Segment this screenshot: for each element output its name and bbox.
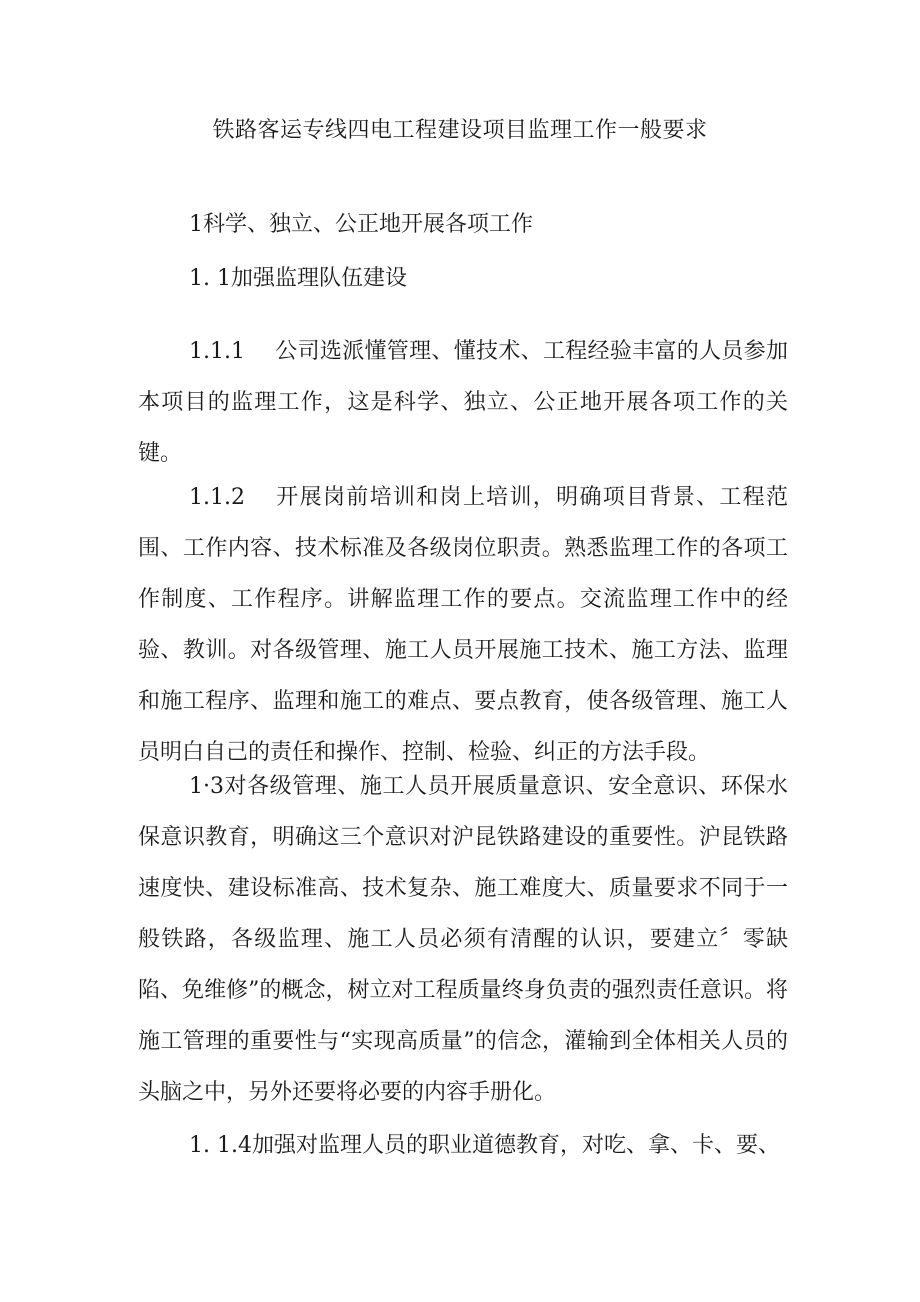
paragraph-number: 1.1.1: [189, 339, 245, 364]
paragraph-text: 加强对监理人员的职业道德教育，对吃、拿、卡、要、: [251, 1133, 780, 1158]
paragraph-text: 开展岗前培训和岗上培训，明确项目背景、工程范围、工作内容、技术标准及各级岗位职责。熟悉监理工作的各项工作制度、工作程序。讲解监理工作的要点。交流监理工作中的经验、教训。对各级管理、施工人员开展施工技术、施工方法、监理和施工程序、监理和施工的难点、要点教育，使各级管理、施工人员明白自己的责任和操作、控制、检验、纠正的方法手段。: [138, 485, 788, 765]
paragraph-text: 对各级管理、施工人员开展质量意识、安全意识、环保水保意识教育，明确这三个意识对沪昆铁路建设的重要性。沪昆铁路速度快、建设标准高、技术复杂、施工难度大、质量要求不同于一般铁路，各级监理、施工人员必须有清醒的认识，要建立〞零缺陷、免维修”的概念，树立对工程质量终身负责的强烈责任意识。将施工管理的重要性与“实现高质量”的信念，灌输到全体相关人员的头脑之中，另外还要将必要的内容手册化。: [138, 774, 788, 1105]
paragraph-number: 1.1.2: [189, 485, 245, 510]
paragraph-number: 1·3: [189, 774, 224, 799]
paragraph-1-1-1: [138, 326, 788, 479]
section-heading-1-1: 1. 1加强监理队伍建设: [189, 266, 407, 291]
paragraph-text: 公司选派懂管理、懂技术、工程经验丰富的人员参加本项目的监理工作，这是科学、独立、公正地开展各项工作的关键。: [138, 339, 788, 466]
paragraph-1-3: [138, 761, 788, 1118]
section-heading-1: 1科学、独立、公正地开展各项工作: [189, 212, 533, 237]
paragraph-1-1-4: [138, 1120, 788, 1171]
paragraph-1-1-2: [138, 472, 788, 778]
paragraph-number: 1. 1.4: [189, 1133, 252, 1158]
document-title: 铁路客运专线四电工程建设项目监理工作一般要求: [212, 118, 708, 143]
